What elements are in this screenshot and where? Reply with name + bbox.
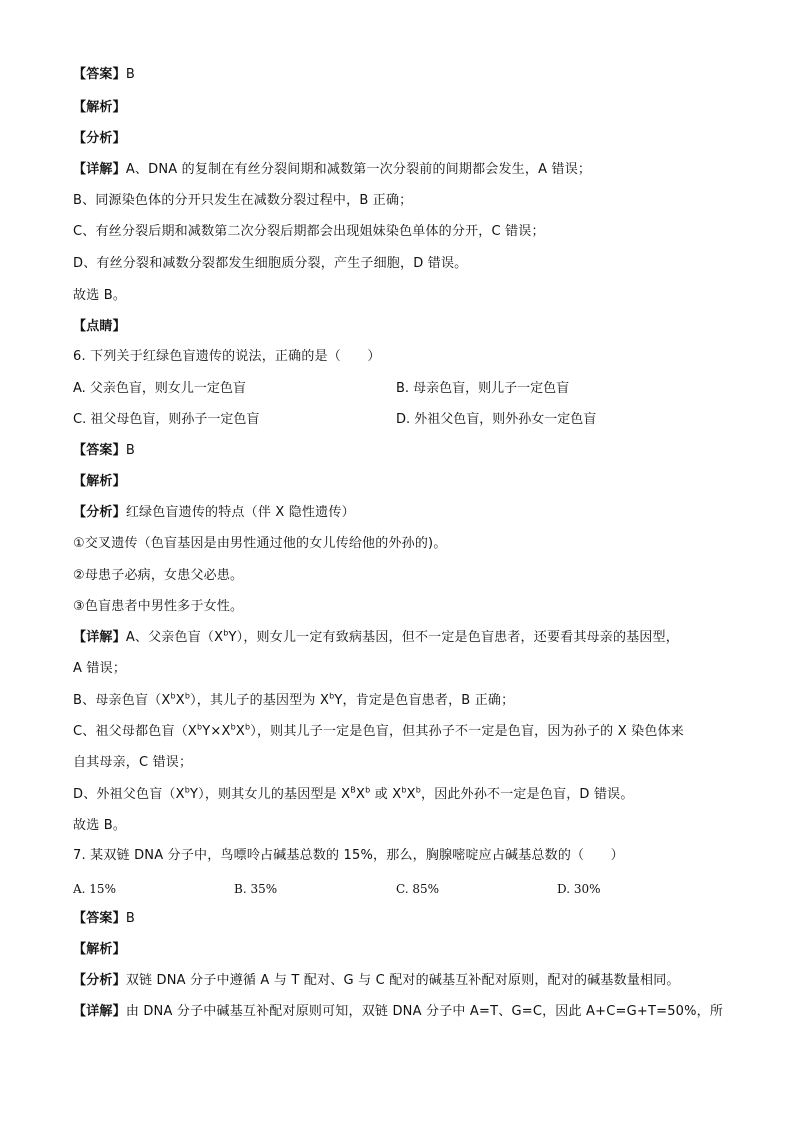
superscript: b — [415, 785, 422, 795]
question-6-option-b: B. 母亲色盲，则儿子一定色盲 — [396, 381, 570, 396]
question-7-option-c: C. 85% — [396, 882, 440, 896]
answer-line — [73, 66, 135, 84]
superscript: b — [329, 691, 335, 701]
choose-line-2: 故选 B。 — [73, 818, 127, 833]
text-segment: Y），则其女儿的基因型是 X — [190, 787, 351, 802]
superscript: b — [230, 722, 236, 732]
detail-b-line: B、同源染色体的分开只发生在减数分裂过程中，B 正确； — [73, 193, 413, 208]
superscript: B — [350, 785, 356, 795]
fenxi-line-2 — [73, 504, 355, 522]
detail-tag-2: 【详解】 — [73, 630, 126, 645]
answer-line-2 — [73, 442, 135, 460]
text-segment: Y，肯定是色盲患者，B 正确； — [334, 693, 515, 708]
text-segment: X — [235, 724, 245, 739]
detail-c-line: C、有丝分裂后期和减数第二次分裂后期都会出现姐妹染色单体的分开，C 错误； — [73, 224, 545, 239]
feature-2: ②母患子必病，女患父必患。 — [73, 568, 244, 583]
analysis-tag-3: 【解析】 — [73, 942, 126, 957]
detail-line-2 — [73, 629, 679, 647]
feature-1: ①交叉遗传（色盲基因是由男性通过他的女儿传给他的外孙的)。 — [73, 536, 447, 551]
question-6-option-a: A. 父亲色盲，则女儿一定色盲 — [73, 381, 246, 396]
detail-b-line-2 — [73, 692, 514, 710]
feature-3: ③色盲患者中男性多于女性。 — [73, 599, 244, 614]
dianjing-tag: 【点睛】 — [73, 319, 126, 334]
detail-line-3 — [73, 1003, 723, 1021]
text-segment: Y×X — [202, 724, 231, 739]
superscript: b — [184, 691, 191, 701]
detail-tag: 【详解】 — [73, 162, 126, 177]
superscript: b — [245, 722, 251, 732]
analysis-tag: 【解析】 — [73, 100, 126, 115]
detail-2-text-b: Y），则女儿一定有致病基因，但不一定是色盲患者，还要看其母亲的基因型， — [228, 630, 679, 645]
superscript: b — [196, 722, 203, 732]
fenxi-tag-3: 【分析】 — [73, 973, 126, 988]
choose-line: 故选 B。 — [73, 288, 127, 303]
question-6-option-c: C. 祖父母色盲，则孙子一定色盲 — [73, 412, 260, 427]
superscript: b — [170, 691, 176, 701]
dianjing-heading — [73, 318, 126, 336]
detail-line — [73, 161, 591, 179]
text-segment: ），则其儿子一定是色盲，但其孙子不一定是色盲，因为孙子的 X 染色体来 — [250, 724, 684, 739]
analysis-heading — [73, 99, 126, 117]
fenxi-heading — [73, 130, 126, 148]
superscript: b — [365, 785, 371, 795]
answer-tag: 【答案】 — [73, 67, 126, 82]
fenxi-text-2: 红绿色盲遗传的特点（伴 X 隐性遗传） — [125, 505, 355, 520]
answer-tag-2: 【答案】 — [73, 443, 126, 458]
detail-tag-3: 【详解】 — [73, 1004, 126, 1019]
detail-d-line: D、有丝分裂和减数分裂都发生细胞质分裂，产生子细胞，D 错误。 — [73, 256, 468, 271]
fenxi-line-3 — [73, 972, 680, 990]
answer-tag-3: 【答案】 — [73, 911, 126, 926]
analysis-heading-2 — [73, 473, 126, 491]
detail-c-continued: 自其母亲，C 错误； — [73, 755, 193, 770]
detail-c-line-2 — [73, 723, 684, 741]
fenxi-tag: 【分析】 — [73, 131, 126, 146]
answer-text-3: B — [125, 911, 135, 926]
superscript: b — [184, 785, 190, 795]
detail-text: A、DNA 的复制在有丝分裂间期和减数第一次分裂前的间期都会发生，A 错误； — [125, 162, 592, 177]
text-segment: X — [406, 787, 416, 802]
answer-line-3 — [73, 910, 135, 928]
question-7: 7. 某双链 DNA 分子中，鸟嘌呤占碱基总数的 15%，那么，胸腺嘧啶应占碱基总数的（ ） — [73, 848, 624, 863]
answer-text-2: B — [125, 443, 135, 458]
fenxi-tag-2: 【分析】 — [73, 505, 126, 520]
text-segment: ，因此外孙不一定是色盲，D 错误。 — [421, 787, 634, 802]
text-segment: C、祖父母都色盲（X — [73, 724, 197, 739]
question-7-option-b: B. 35% — [234, 882, 278, 896]
detail-d-line-2 — [73, 786, 634, 804]
text-segment: D、外祖父色盲（X — [73, 787, 185, 802]
superscript: b — [401, 785, 407, 795]
question-6: 6. 下列关于红绿色盲遗传的说法，正确的是（ ） — [73, 349, 381, 364]
detail-text-3: 由 DNA 分子中碱基互补配对原则可知，双链 DNA 分子中 A=T、G=C，因此 A+C=G+T=50%，所 — [125, 1004, 724, 1019]
question-7-option-a: A. 15% — [73, 882, 116, 896]
analysis-heading-3 — [73, 941, 126, 959]
text-segment: X — [175, 693, 185, 708]
detail-2-continued: A 错误； — [73, 661, 127, 676]
text-segment: X — [355, 787, 366, 802]
question-7-option-d: D. 30% — [557, 882, 601, 896]
analysis-tag-2: 【解析】 — [73, 474, 126, 489]
text-segment: ），其儿子的基因型为 X — [190, 693, 330, 708]
superscript: b — [223, 628, 229, 638]
fenxi-text-3: 双链 DNA 分子中遵循 A 与 T 配对、G 与 C 配对的碱基互补配对原则，配对的碱基数量相同。 — [125, 973, 680, 988]
question-6-option-d: D. 外祖父色盲，则外孙女一定色盲 — [396, 412, 597, 427]
detail-2-text-a: A、父亲色盲（X — [125, 630, 224, 645]
text-segment: B、母亲色盲（X — [73, 693, 171, 708]
answer-text: B — [125, 67, 135, 82]
text-segment: 或 X — [370, 787, 402, 802]
